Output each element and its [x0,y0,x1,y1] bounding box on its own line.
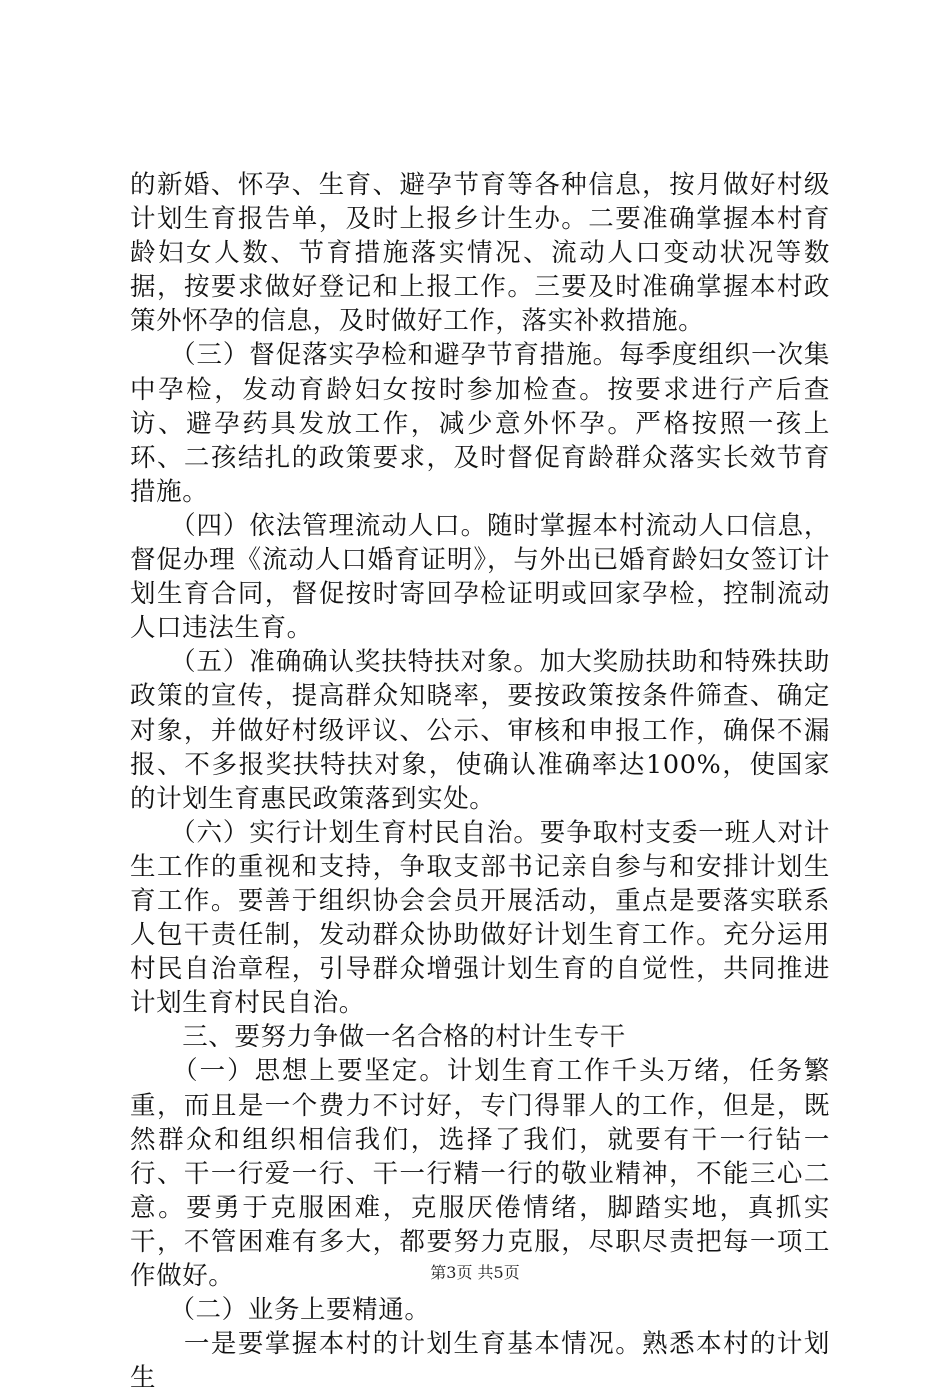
page-number-footer: 第3页 共5页 [430,1263,520,1282]
paragraph-point-1: 一是要掌握本村的计划生育基本情况。熟悉本村的计划生 [130,1329,830,1394]
paragraph-section-5: （五）准确确认奖扶特扶对象。加大奖励扶助和特殊扶助政策的宣传，提高群众知晓率，要按政策按条件筛查、确定对象，并做好村级评议、公示、审核和申报工作，确保不漏报、不多报奖扶特扶对象，使确认准确率达100%，使国家的计划生育惠民政策落到实处。 [130,647,830,814]
paragraph-section-6: （六）实行计划生育村民自治。要争取村支委一班人对计生工作的重视和支持，争取支部书记亲自参与和安排计划生育工作。要善于组织协会会员开展活动，重点是要落实联系人包干责任制，发动群众协助做好计划生育工作。充分运用村民自治章程，引导群众增强计划生育的自觉性，共同推进计划生育村民自治。 [130,817,830,1019]
paragraph-section-3: （三）督促落实孕检和避孕节育措施。每季度组织一次集中孕检，发动育龄妇女按时参加检查。按要求进行产后查访、避孕药具发放工作，减少意外怀孕。严格按照一孩上环、二孩结扎的政策要求，及时督促育龄群众落实长效节育措施。 [130,340,830,507]
document-body [130,168,830,1395]
paragraph-subsection-1: （一）思想上要坚定。计划生育工作千头万绪，任务繁重，而且是一个费力不讨好，专门得罪人的工作，但是，既然群众和组织相信我们，选择了我们，就要有干一行钻一行、干一行爱一行、干一行精一行的敬业精神，不能三心二意。要勇于克服困难，克服厌倦情绪，脚踏实地，真抓实干，不管困难有多大，都要努力克服，尽职尽责把每一项工作做好。 [130,1056,830,1291]
paragraph-continued: 的新婚、怀孕、生育、避孕节育等各种信息，按月做好村级计划生育报告单，及时上报乡计生办。二要准确掌握本村育龄妇女人数、节育措施落实情况、流动人口变动状况等数据，按要求做好登记和上报工作。三要及时准确掌握本村政策外怀孕的信息，及时做好工作，落实补救措施。 [130,170,830,337]
paragraph-section-4: （四）依法管理流动人口。随时掌握本村流动人口信息，督促办理《流动人口婚育证明》，与外出已婚育龄妇女签订计划生育合同，督促按时寄回孕检证明或回家孕检，控制流动人口违法生育。 [130,510,830,644]
heading-part-3: 三、要努力争做一名合格的村计生专干 [130,1022,626,1053]
paragraph-subsection-2: （二）业务上要精通。 [130,1295,431,1326]
